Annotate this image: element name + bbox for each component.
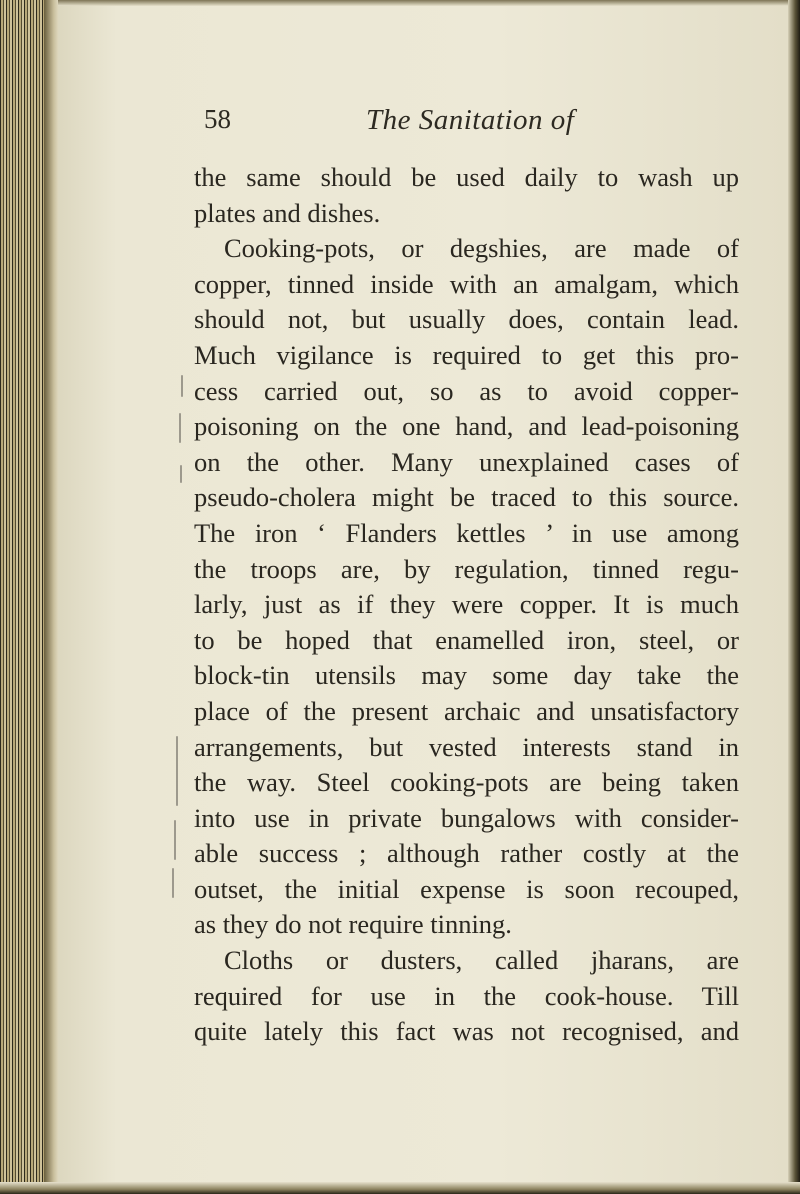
gutter-shadow: [44, 0, 58, 1194]
pencil-margin-mark: [179, 413, 181, 443]
text-line: arrangements, but vested interests stand in: [194, 731, 739, 762]
pencil-margin-mark: [180, 465, 182, 483]
text-line: the same should be used daily to wash up: [194, 162, 739, 192]
text-line: block-tin utensils may some day take the: [194, 660, 739, 691]
text-line: place of the present archaic and unsatisfactory: [194, 695, 739, 726]
text-line: on the other. Many unexplained cases of: [194, 446, 739, 477]
text-line: into use in private bungalows with consider-: [194, 802, 739, 833]
text-line: The iron ‘ Flanders kettles ’ in use among: [194, 517, 739, 548]
text-line: able success ; although rather costly at the: [194, 838, 739, 869]
text-line: to be hoped that enamelled iron, steel, or: [194, 624, 739, 655]
text-line: larly, just as if they were copper. It is much: [194, 589, 739, 620]
text-line: the way. Steel cooking-pots are being taken: [194, 767, 739, 798]
body-text: [194, 160, 739, 1050]
text-line: Much vigilance is required to get this pro-: [194, 339, 739, 370]
text-line: the troops are, by regulation, tinned regu-: [194, 553, 739, 584]
text-line: required for use in the cook-house. Till: [194, 980, 739, 1011]
text-line: cess carried out, so as to avoid copper-: [194, 375, 739, 406]
pencil-margin-mark: [172, 868, 174, 898]
text-line: outset, the initial expense is soon recouped,: [194, 873, 739, 904]
book-spine-edge: [0, 0, 44, 1194]
page-bottom-edge: [0, 1182, 800, 1194]
text-line: pseudo-cholera might be traced to this source.: [194, 482, 739, 513]
text-line: as they do not require tinning.: [194, 909, 512, 940]
text-line: copper, tinned inside with an amalgam, which: [194, 268, 739, 299]
page-right-edge: [788, 0, 800, 1194]
pencil-margin-mark: [174, 820, 176, 860]
pencil-margin-mark: [181, 375, 183, 397]
text-line: Cooking-pots, or degshies, are made of: [224, 233, 739, 264]
text-line: should not, but usually does, contain lead.: [194, 304, 739, 335]
running-title: The Sanitation of: [366, 104, 575, 136]
text-line: quite lately this fact was not recognised, and: [194, 1016, 739, 1047]
pencil-margin-mark: [176, 736, 178, 806]
text-line: Cloths or dusters, called jharans, are: [224, 945, 739, 976]
page-number: 58: [204, 104, 231, 134]
page-header: [204, 104, 604, 148]
text-line: poisoning on the one hand, and lead-poisoning: [194, 411, 739, 442]
text-line: plates and dishes.: [194, 197, 381, 228]
